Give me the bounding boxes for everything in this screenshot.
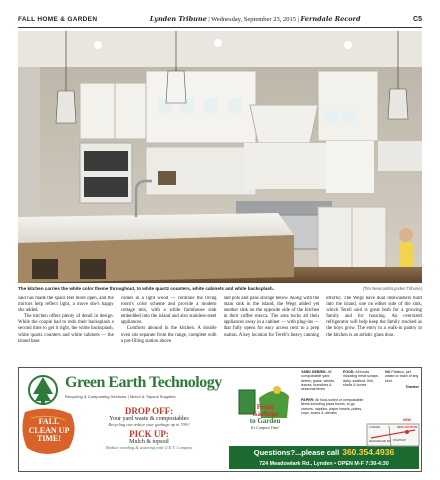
logo-line-1: From xyxy=(256,403,274,411)
article-body xyxy=(18,296,422,364)
paragraph: comes in a light wood — continue the living room's color scheme and provide a modern cottage mix, with a white farmhouse sink embedded into the island and also stainless-steel appliances. xyxy=(120,296,217,326)
tree-logo-icon xyxy=(29,376,57,405)
page-header xyxy=(18,12,422,26)
food-block xyxy=(343,370,381,387)
caption-text: The kitchen carries the white color theme throughout, to white quartz counters, white cabinets and white backsplash. xyxy=(18,286,275,291)
masthead: Lynden Tribune | Wednesday, September 23, 2015 | Ferndale Record xyxy=(149,15,361,23)
dropoff-title: DROP OFF: xyxy=(124,406,174,416)
paper-title: PAPER: xyxy=(301,398,315,402)
no-title: NO xyxy=(385,370,391,374)
map-label-location: NEW LOCATION xyxy=(397,426,418,429)
section-title: FALL HOME & GARDEN xyxy=(18,15,98,23)
questions-text: Questions?...please call xyxy=(253,447,340,457)
badge-line-2: CLEAN UP xyxy=(28,425,70,435)
kitchen-photo xyxy=(18,31,422,283)
food-title: FOOD: xyxy=(343,370,355,374)
map-label-new: NEW xyxy=(403,418,411,422)
logo-line-2: Garbage xyxy=(251,410,279,418)
article-column-1 xyxy=(18,296,114,364)
photo-credit: (Tim Newcomb/Lynden Tribune) xyxy=(362,286,422,291)
paper-name-2: Ferndale Record xyxy=(300,15,361,23)
questions-line xyxy=(229,446,419,458)
paragraph: said has made the space feel more open, and the mirrors help reflect light, a move she's happy she added. xyxy=(18,296,114,314)
compost-logo-text xyxy=(235,404,295,432)
issue-date: Wednesday, September 23, 2015 xyxy=(211,16,296,23)
paragraph: The kitchen offers plenty of detail in design. While the couple had to redo their backsplash a second time to get it right, the white backsplash, white quartz counters and white cabinets — the island base xyxy=(18,314,114,344)
badge-line-1: FALL xyxy=(38,417,60,426)
thanks-text: Thanks! xyxy=(405,384,419,389)
paragraph: efforts). The Wegs have dual dishwashers built into the island, one on either side of the sink, which Terell said is great both for a growing family and for housing. An oversized refrigerator will help keep the family stocked as the boys grow. The entry to a walk-in pantry in the kitchen is an artistic glass door. xyxy=(326,296,422,338)
green-earth-ad xyxy=(18,367,422,472)
photo-caption xyxy=(18,286,422,291)
dropoff-section xyxy=(79,406,219,450)
kitchen-illustration xyxy=(18,31,422,283)
map-label-meadowlark: MEADOWLARK RD xyxy=(369,440,391,443)
logo-sub: It's Compost Time! xyxy=(250,426,280,430)
article-column-3 xyxy=(224,296,320,364)
brand-name: Green Earth Technology xyxy=(65,374,222,391)
pickup-title: PICK UP: xyxy=(129,429,169,439)
fall-badge xyxy=(27,418,71,444)
brand-tagline: Recycling & Composting Services | Mulch & Topsoil Supplies xyxy=(65,394,176,399)
no-block xyxy=(385,370,419,389)
phone-number: 360.354.4936 xyxy=(342,447,395,457)
pickup-text: Mulch & topsoil xyxy=(129,439,169,445)
yard-title: YARD DEBRIS: xyxy=(301,370,327,374)
dropoff-sub: Recycling can reduce your garbage up to 70%! xyxy=(108,422,190,427)
dropoff-text: Your yard waste & compostables xyxy=(109,416,189,422)
pickup-sub: Reduce weeding & watering with G.E.T. Compost xyxy=(106,445,192,450)
address-line: 724 Meadowlark Rd., Lynden • OPEN M-F 7:30-4:30 xyxy=(259,460,389,467)
paragraph: and pots and pans storage below. Along with the main sink in the island, the Wegs added yet another sink on the opposite side of the kitchen in their coffee mecca. The area tucks all their appliances away in a cabinet — with plug-ins — that fully opens for easy access next to a prep station. A key location for Terell's heavy canning xyxy=(223,296,320,338)
no-text: Plastics, pet waste or trash of any kind. xyxy=(385,370,419,383)
food-text: All foods including meat scraps, dairy, seafood, fish, shells & bones xyxy=(343,370,379,387)
badge-line-3: TIME! xyxy=(37,434,61,443)
header-rule xyxy=(18,27,422,28)
yard-text: All compostable yard debris; grass, weeds, leaves, branches & seasonal items xyxy=(301,370,335,392)
article-column-4 xyxy=(326,296,422,364)
logo-line-3: to Garden xyxy=(249,417,281,425)
paper-text: All food-soiled or compostable items including pizza boxes, to-go cartons, napkins, paper towels, plates, cups, boxes & utensils xyxy=(301,398,364,415)
paper-name: Lynden Tribune xyxy=(149,15,207,23)
paragraph: Comforts abound in the kitchen. A double oven sits separate from the range, complete with a pot-filling station above xyxy=(120,326,217,344)
paper-block xyxy=(301,398,367,415)
yard-debris-block xyxy=(301,370,339,391)
map-label-fishtrap: FISHTRAP xyxy=(393,439,406,442)
article-column-2 xyxy=(121,296,217,364)
page-number: C5 xyxy=(413,15,422,23)
map-label-lynden: LYNDEN xyxy=(369,425,381,429)
